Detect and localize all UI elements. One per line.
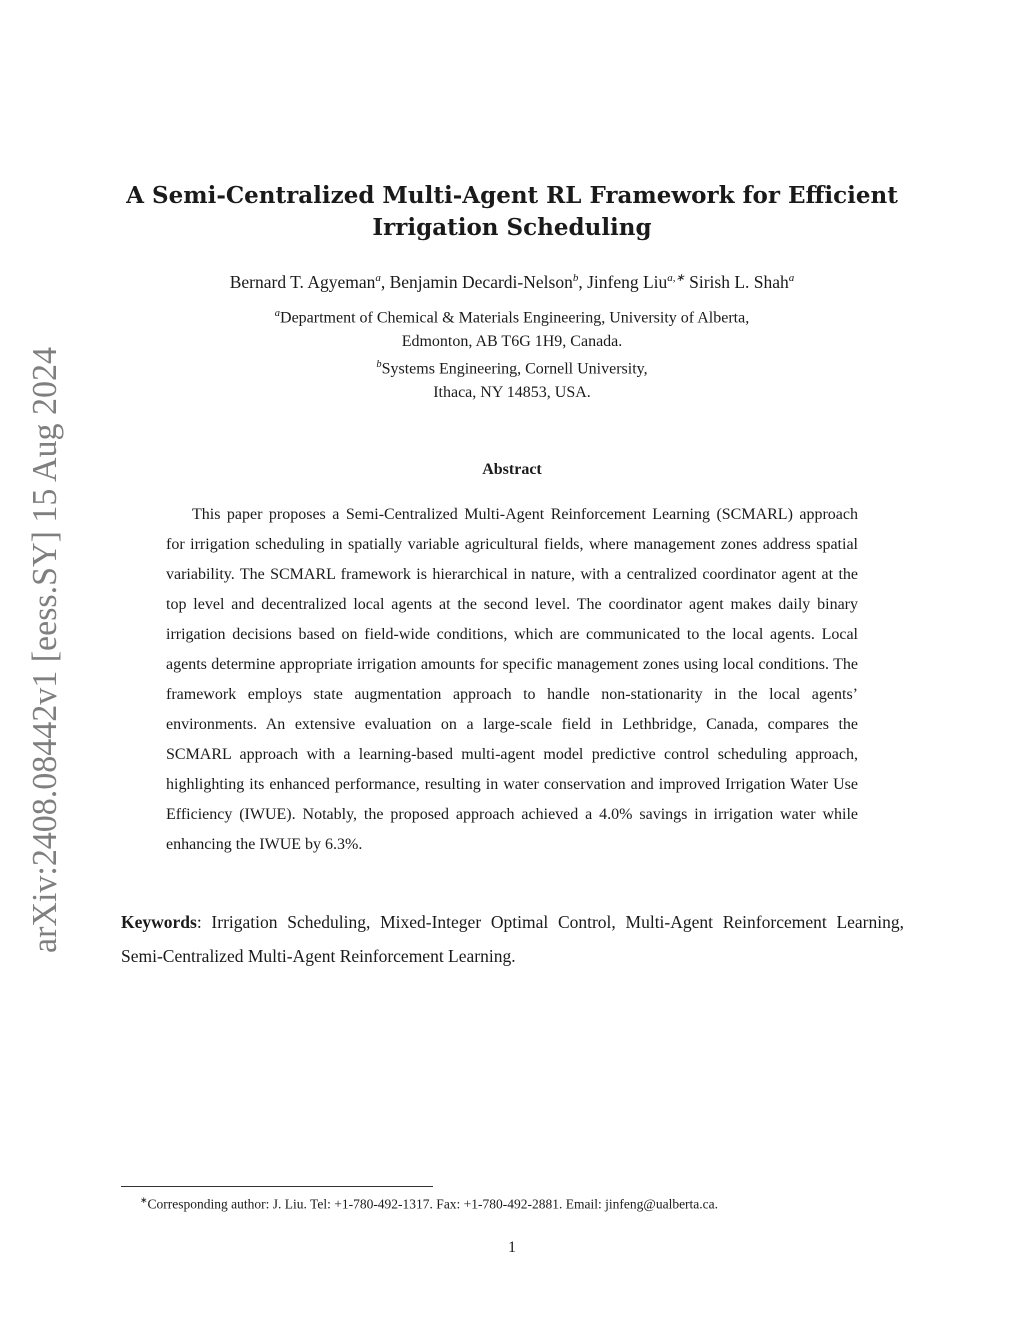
footnote-rule	[121, 1186, 433, 1187]
author-affiliation-mark: a,∗	[667, 272, 685, 284]
arxiv-identifier-text: arXiv:2408.08442v1 [eess.SY] 15 Aug 2024	[25, 345, 64, 953]
author-affiliation-mark: a	[788, 272, 795, 284]
footnote-mark: ∗	[140, 1195, 148, 1205]
author-name: Jinfeng Liu	[587, 271, 668, 292]
author-name: Sirish L. Shah	[689, 271, 789, 292]
keywords-text: : Irrigation Scheduling, Mixed-Integer Optimal Control, Multi-Agent Reinforcement Learning, Semi-Centralized Multi-Agent Reinforcement Learning.	[121, 912, 904, 966]
title-line-2: Irrigation Scheduling	[372, 214, 652, 241]
abstract-body: This paper proposes a Semi-Centralized Multi-Agent Reinforcement Learning (SCMARL) approach for irrigation scheduling in spatially variable agricultural fields, where management zones address spatial variability. The SCMARL framework is hierarchical in nature, with a centralized coordinator agent at the top level and decentralized local agents at the second level. The coordinator agent makes daily binary irrigation decisions based on field-wide conditions, which are communicated to the local agents. Local agents determine appropriate irrigation amounts for specific management zones using local conditions. The framework employs state augmentation approach to handle non-stationarity in the local agents’ environments. An extensive evaluation on a large-scale field in Lethbridge, Canada, compares the SCMARL approach with a learning-based multi-agent model predictive control scheduling approach, highlighting its enhanced performance, resulting in water conservation and improved Irrigation Water Use Efficiency (IWUE). Notably, the proposed approach achieved a 4.0% savings in irrigation water while enhancing the IWUE by 6.3%.	[166, 506, 858, 853]
paper-title	[120, 180, 904, 244]
affiliation-mark: a	[274, 308, 281, 319]
affiliation-mark: b	[376, 359, 382, 371]
affiliations	[120, 302, 904, 405]
footnote-text: Corresponding author: J. Liu. Tel: +1-780-492-1317. Fax: +1-780-492-2881. Email: jinfeng@ualberta.ca.	[147, 1196, 719, 1212]
author-affiliation-mark: a	[375, 272, 381, 284]
keywords-paragraph	[121, 905, 904, 973]
keywords-label: Keywords	[121, 912, 197, 932]
title-line-1: A Semi-Centralized Multi-Agent RL Framework for Efficient	[126, 182, 898, 209]
affiliation-b-line-1: $^b$Systems Engineering, Cornell University,	[376, 359, 648, 378]
author-name: Bernard T. Agyeman	[229, 271, 376, 292]
author-name: Benjamin Decardi-Nelson	[389, 271, 573, 292]
corresponding-author-footnote	[121, 1190, 904, 1215]
author-list: Bernard T. Agyeman$^a$, Benjamin Decardi-Nelson$^b$, Jinfeng Liu$^{a,∗}$ Sirish L. Shah$^a$	[229, 271, 795, 292]
author-affiliation-mark: b	[572, 272, 579, 284]
abstract-heading: Abstract	[482, 461, 542, 478]
page-number: 1	[508, 1239, 516, 1256]
affiliation-a-line-1: $^a$Department of Chemical & Materials Engineering, University of Alberta,	[274, 308, 750, 327]
affiliation-a-line-2: Edmonton, AB T6G 1H9, Canada.	[401, 332, 623, 350]
arxiv-side-identifier	[10, 345, 70, 955]
affiliation-b-line-2: Ithaca, NY 14853, USA.	[433, 384, 591, 402]
